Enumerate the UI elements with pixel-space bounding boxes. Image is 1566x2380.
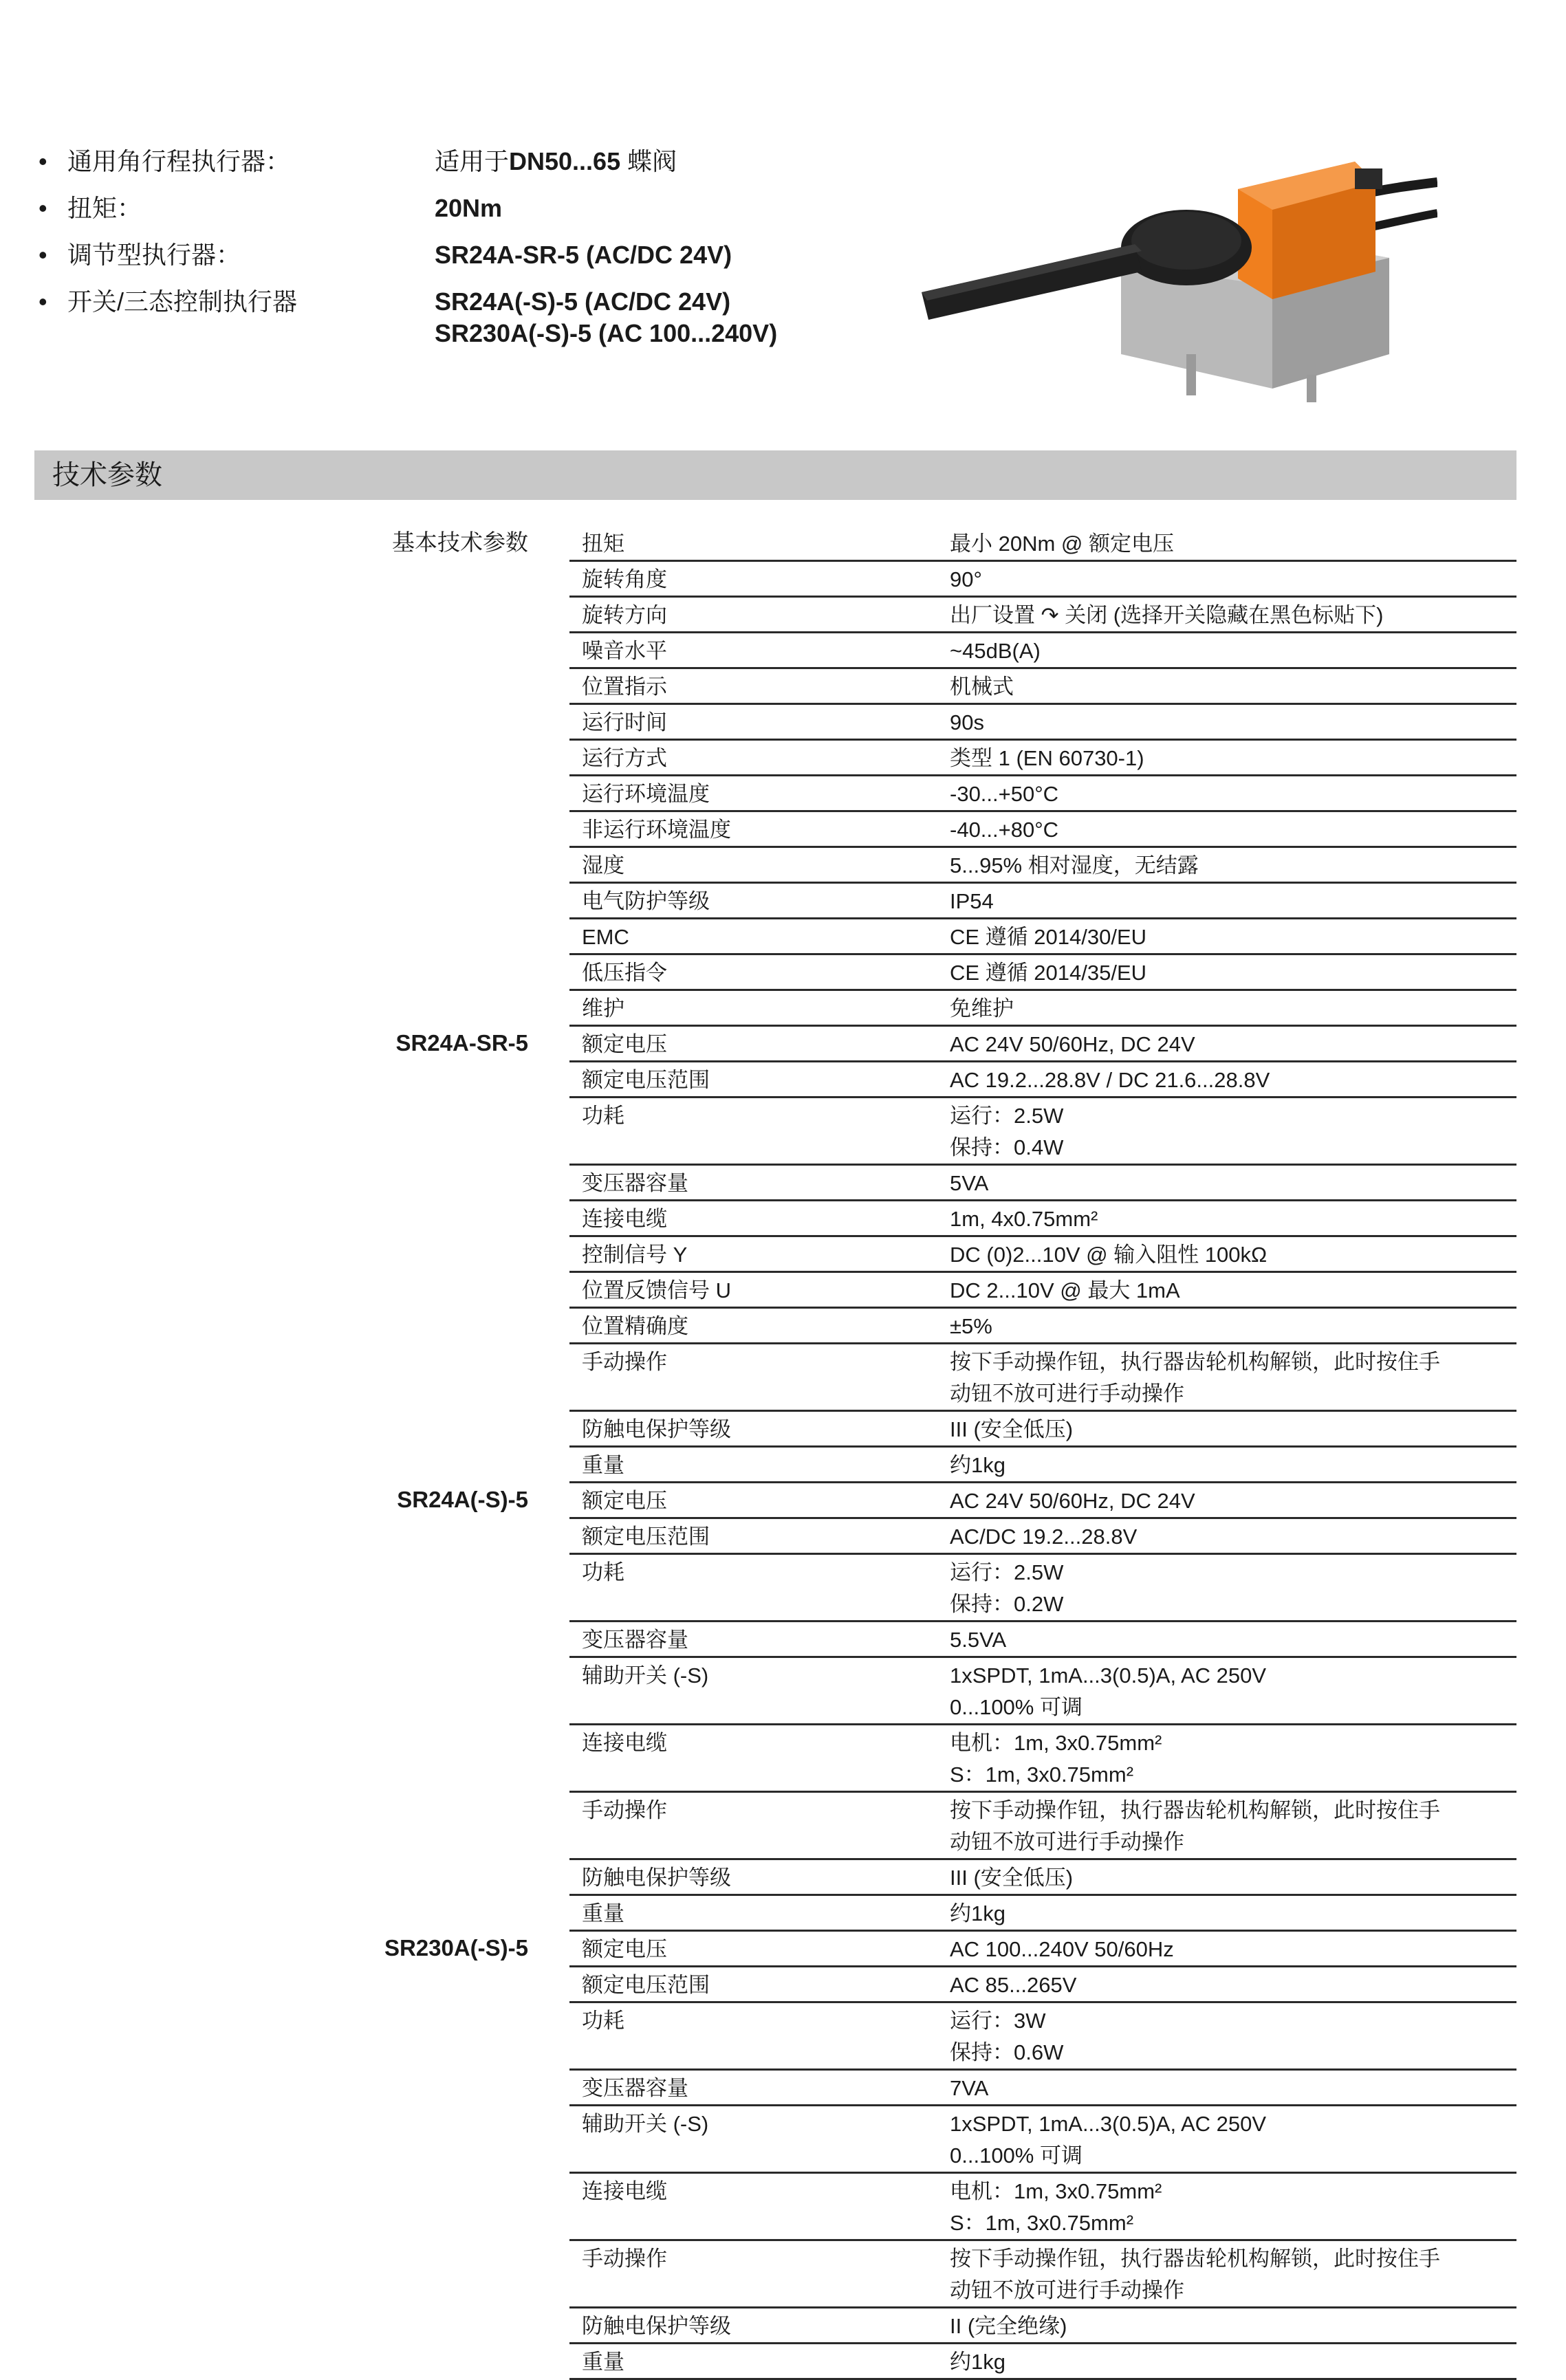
param-name: 位置指示 <box>582 675 667 699</box>
param-name: 额定电压 <box>582 1489 667 1513</box>
param-value <box>950 1027 1516 1060</box>
param-name: 位置精确度 <box>582 1314 688 1338</box>
param-value <box>950 2071 1516 2104</box>
value-line: 最小 20Nm @ 额定电压 <box>950 532 1174 556</box>
table-row <box>569 1062 1516 1098</box>
value-line: S：1m, 3x0.75mm² <box>950 1762 1134 1787</box>
table-row <box>569 1027 1516 1062</box>
param-value <box>950 812 1516 846</box>
param-name: 电气防护等级 <box>582 889 710 913</box>
param-name: 变压器容量 <box>582 1628 688 1652</box>
param-value <box>950 526 1516 560</box>
actuator-image <box>915 148 1437 402</box>
table-row <box>569 2174 1516 2241</box>
param-name: 功耗 <box>582 1560 624 1584</box>
table-row <box>569 1309 1516 1344</box>
table-row <box>569 1932 1516 1967</box>
table-row <box>569 669 1516 705</box>
param-name: 重量 <box>582 1901 624 1925</box>
param-name: 低压指令 <box>582 961 667 985</box>
param-value <box>950 1483 1516 1517</box>
table-row <box>569 2003 1516 2071</box>
param-value <box>950 1309 1516 1342</box>
bullet: • <box>39 147 47 175</box>
param-value <box>950 919 1516 953</box>
table-row <box>569 1344 1516 1412</box>
value-line: IP54 <box>950 889 994 913</box>
param-value <box>950 1555 1516 1620</box>
param-value <box>950 1344 1516 1410</box>
group-label: 基本技术参数 <box>392 530 528 555</box>
table-row <box>569 1098 1516 1166</box>
table-row <box>569 1412 1516 1448</box>
value-line: ~45dB(A) <box>950 639 1041 663</box>
param-value <box>950 1519 1516 1553</box>
value-line: AC 24V 50/60Hz, DC 24V <box>950 1032 1195 1056</box>
section-title: 技术参数 <box>52 460 162 490</box>
table-row <box>569 1967 1516 2003</box>
param-name: 手动操作 <box>582 2247 667 2271</box>
intro-value: SR24A(-S)-5 (AC/DC 24V) SR230A(-S)-5 (AC 100...240V) <box>435 287 778 347</box>
table-row <box>569 1237 1516 1273</box>
table-row <box>569 991 1516 1027</box>
intro-value: SR24A-SR-5 (AC/DC 24V) <box>435 241 732 269</box>
param-value <box>950 848 1516 882</box>
table-row <box>569 1519 1516 1555</box>
spec-table <box>569 526 1516 2380</box>
param-value <box>950 1201 1516 1235</box>
param-value <box>950 1725 1516 1791</box>
param-name: 旋转角度 <box>582 567 667 591</box>
param-name: 手动操作 <box>582 1798 667 1822</box>
value-line: 0...100% 可调 <box>950 1695 1083 1719</box>
param-name: 运行时间 <box>582 710 667 734</box>
param-name: 额定电压 <box>582 1032 667 1056</box>
param-value <box>950 2241 1516 2306</box>
param-value <box>950 1412 1516 1445</box>
group-label: SR230A(-S)-5 <box>384 1935 528 1961</box>
value-line: 0...100% 可调 <box>950 2143 1083 2168</box>
value-line: AC 100...240V 50/60Hz <box>950 1937 1174 1961</box>
param-name: 额定电压范围 <box>582 1973 710 1997</box>
param-value <box>950 1273 1516 1307</box>
param-value <box>950 669 1516 703</box>
value-line: 保持：0.4W <box>950 1135 1064 1159</box>
table-row <box>569 1860 1516 1896</box>
table-row <box>569 812 1516 848</box>
param-value <box>950 2106 1516 2172</box>
param-value <box>950 598 1516 631</box>
param-value <box>950 2174 1516 2239</box>
table-row <box>569 1483 1516 1519</box>
value-line: CE 遵循 2014/35/EU <box>950 961 1147 985</box>
value-line: 保持：0.2W <box>950 1592 1064 1616</box>
value-line: -30...+50°C <box>950 782 1059 806</box>
param-name: 维护 <box>582 996 624 1020</box>
value-line: CE 遵循 2014/30/EU <box>950 925 1147 949</box>
table-row <box>569 1166 1516 1201</box>
value-line: 1xSPDT, 1mA...3(0.5)A, AC 250V <box>950 1663 1267 1688</box>
table-row <box>569 1201 1516 1237</box>
param-value <box>950 1967 1516 2001</box>
param-value <box>950 562 1516 596</box>
param-name: 控制信号 Y <box>582 1243 688 1267</box>
value-line: 约1kg <box>950 1901 1005 1925</box>
table-row <box>569 1725 1516 1793</box>
param-name: 防触电保护等级 <box>582 2314 731 2338</box>
param-value <box>950 1932 1516 1965</box>
table-row <box>569 776 1516 812</box>
intro-item-torque <box>39 193 898 224</box>
param-value <box>950 955 1516 989</box>
value-line: 运行：3W <box>950 2009 1046 2033</box>
table-row <box>569 741 1516 776</box>
table-row <box>569 1622 1516 1658</box>
param-value <box>950 705 1516 739</box>
intro-item-switching <box>39 286 898 349</box>
intro-list <box>39 146 898 364</box>
section-header <box>34 450 1516 500</box>
param-name: 功耗 <box>582 2009 624 2033</box>
value-line: -40...+80°C <box>950 818 1059 842</box>
table-row <box>569 1896 1516 1932</box>
table-row <box>569 919 1516 955</box>
value-line: 动钮不放可进行手动操作 <box>950 2278 1184 2302</box>
value-line: 动钮不放可进行手动操作 <box>950 1382 1184 1406</box>
param-name: 旋转方向 <box>582 603 667 627</box>
value-line: 按下手动操作钮，执行器齿轮机构解锁，此时按住手 <box>950 2247 1440 2271</box>
value-line: 7VA <box>950 2076 989 2100</box>
value-line: 免维护 <box>950 996 1014 1020</box>
value-line: ±5% <box>950 1314 992 1338</box>
value-line: DC (0)2...10V @ 输入阻性 100kΩ <box>950 1243 1268 1267</box>
param-name: 辅助开关 (-S) <box>582 1663 709 1688</box>
param-name: 辅助开关 (-S) <box>582 2112 709 2136</box>
value-line: 按下手动操作钮，执行器齿轮机构解锁，此时按住手 <box>950 1798 1440 1822</box>
value-line: AC 85...265V <box>950 1973 1077 1997</box>
value-line: 1m, 4x0.75mm² <box>950 1207 1098 1231</box>
table-row <box>569 2071 1516 2106</box>
group-label: SR24A-SR-5 <box>395 1030 528 1056</box>
intro-item-type <box>39 146 898 177</box>
value-line: 运行：2.5W <box>950 1560 1064 1584</box>
table-row <box>569 884 1516 919</box>
param-value <box>950 741 1516 774</box>
param-value <box>950 633 1516 667</box>
param-value <box>950 1098 1516 1164</box>
value-line: AC/DC 19.2...28.8V <box>950 1525 1138 1549</box>
param-name: 变压器容量 <box>582 2076 688 2100</box>
intro-label: 开关/三态控制执行器 <box>67 287 298 316</box>
param-name: EMC <box>582 925 629 949</box>
param-name: 运行方式 <box>582 746 667 770</box>
param-name: 防触电保护等级 <box>582 1417 731 1441</box>
value-line: AC 24V 50/60Hz, DC 24V <box>950 1489 1195 1513</box>
value-line: III (安全低压) <box>950 1866 1074 1890</box>
group-label: SR24A(-S)-5 <box>397 1487 528 1512</box>
bullet: • <box>39 241 47 269</box>
value-line: AC 19.2...28.8V / DC 21.6...28.8V <box>950 1068 1270 1092</box>
param-value <box>950 2308 1516 2342</box>
value-line: 运行：2.5W <box>950 1104 1064 1128</box>
value-line: 90s <box>950 710 984 734</box>
param-name: 连接电缆 <box>582 2179 667 2203</box>
table-row <box>569 955 1516 991</box>
param-value <box>950 1166 1516 1199</box>
param-value <box>950 2003 1516 2068</box>
table-row <box>569 598 1516 633</box>
param-name: 扭矩 <box>582 532 624 556</box>
table-row <box>569 1793 1516 1860</box>
param-value <box>950 1448 1516 1481</box>
intro-value: 20Nm <box>435 194 503 222</box>
param-value <box>950 991 1516 1025</box>
intro-value: 适用于DN50...65 蝶阀 <box>435 147 677 175</box>
param-name: 非运行环境温度 <box>582 818 731 842</box>
param-value <box>950 1860 1516 1894</box>
value-line: 出厂设置 ↷ 关闭 (选择开关隐藏在黑色标贴下) <box>950 603 1384 627</box>
param-name: 额定电压 <box>582 1937 667 1961</box>
param-name: 重量 <box>582 2350 624 2374</box>
value-line: 动钮不放可进行手动操作 <box>950 1830 1184 1854</box>
value-line: 90° <box>950 567 982 591</box>
table-row <box>569 2106 1516 2174</box>
param-name: 噪音水平 <box>582 639 667 663</box>
intro-label: 通用角行程执行器： <box>67 147 291 175</box>
table-row <box>569 2241 1516 2308</box>
value-line: 1xSPDT, 1mA...3(0.5)A, AC 250V <box>950 2112 1267 2136</box>
table-row <box>569 526 1516 562</box>
value-line: II (完全绝缘) <box>950 2314 1067 2338</box>
value-line: 机械式 <box>950 675 1014 699</box>
param-name: 湿度 <box>582 853 624 877</box>
value-line: 约1kg <box>950 1453 1005 1477</box>
value-line: III (安全低压) <box>950 1417 1074 1441</box>
table-row <box>569 1658 1516 1725</box>
value-line: 类型 1 (EN 60730-1) <box>950 746 1144 770</box>
param-name: 位置反馈信号 U <box>582 1278 731 1302</box>
value-line: S：1m, 3x0.75mm² <box>950 2211 1134 2235</box>
param-value <box>950 1793 1516 1858</box>
param-name: 连接电缆 <box>582 1731 667 1755</box>
param-value <box>950 2344 1516 2378</box>
param-value <box>950 776 1516 810</box>
table-row <box>569 1273 1516 1309</box>
table-row <box>569 1448 1516 1483</box>
param-value <box>950 1658 1516 1723</box>
value-line: 约1kg <box>950 2350 1005 2374</box>
param-name: 运行环境温度 <box>582 782 710 806</box>
table-row <box>569 2344 1516 2380</box>
param-name: 变压器容量 <box>582 1171 688 1195</box>
param-value <box>950 1896 1516 1930</box>
bullet: • <box>39 287 47 316</box>
param-name: 额定电压范围 <box>582 1525 710 1549</box>
param-value <box>950 884 1516 917</box>
table-row <box>569 848 1516 884</box>
bullet: • <box>39 194 47 222</box>
table-row <box>569 705 1516 741</box>
intro-label: 扭矩： <box>67 194 142 222</box>
param-name: 额定电压范围 <box>582 1068 710 1092</box>
param-value <box>950 1622 1516 1656</box>
param-name: 防触电保护等级 <box>582 1866 731 1890</box>
param-value <box>950 1062 1516 1096</box>
table-row <box>569 1555 1516 1622</box>
param-name: 连接电缆 <box>582 1207 667 1231</box>
value-line: 5...95% 相对湿度，无结露 <box>950 853 1199 877</box>
param-name: 功耗 <box>582 1104 624 1128</box>
value-line: 5.5VA <box>950 1628 1007 1652</box>
param-name: 手动操作 <box>582 1350 667 1374</box>
param-name: 重量 <box>582 1453 624 1477</box>
value-line: 保持：0.6W <box>950 2040 1064 2064</box>
table-row <box>569 562 1516 598</box>
value-line: 电机：1m, 3x0.75mm² <box>950 2179 1162 2203</box>
table-row <box>569 633 1516 669</box>
value-line: 按下手动操作钮，执行器齿轮机构解锁，此时按住手 <box>950 1350 1440 1374</box>
value-line: 电机：1m, 3x0.75mm² <box>950 1731 1162 1755</box>
value-line: DC 2...10V @ 最大 1mA <box>950 1278 1180 1302</box>
intro-item-modulating <box>39 239 898 271</box>
param-value <box>950 1237 1516 1271</box>
intro-label: 调节型执行器： <box>67 241 241 269</box>
value-line: 5VA <box>950 1171 989 1195</box>
table-row <box>569 2308 1516 2344</box>
